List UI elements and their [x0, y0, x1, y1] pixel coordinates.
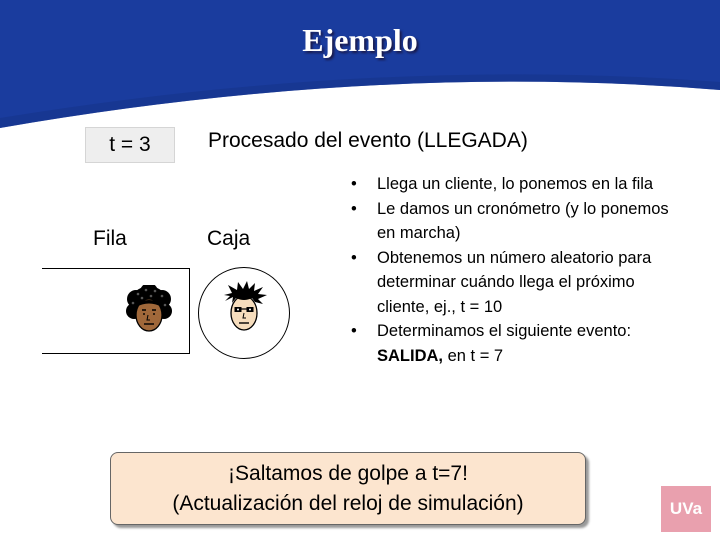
header-background — [0, 0, 720, 130]
bullet-list — [349, 172, 689, 368]
bullet-item: • Obtenemos un número aleatorio para determinar cuándo llega el próximo cliente, ej., t = 10 — [349, 246, 689, 320]
bullet-bold-text: SALIDA, — [377, 346, 443, 365]
bullet-item: • Le damos un cronómetro (y lo ponemos en marcha) — [349, 197, 689, 246]
queue-label: Fila — [93, 227, 127, 250]
event-label: Procesado del evento (LLEGADA) — [208, 129, 528, 152]
bullet-item: • Llega un cliente, lo ponemos en la fila — [349, 172, 689, 197]
uva-logo: UVa — [661, 486, 711, 532]
header-banner — [0, 0, 720, 130]
note-line-1: ¡Saltamos de golpe a t=7! — [228, 462, 468, 485]
note-box — [110, 452, 586, 525]
note-line-2: (Actualización del reloj de simulación) — [172, 492, 524, 515]
server-label: Caja — [207, 227, 251, 250]
clerk-face-icon — [219, 281, 269, 335]
bullet-item: • Determinamos el siguiente evento: SALIDA, en t = 7 — [349, 319, 689, 368]
page-title: Ejemplo — [302, 22, 418, 58]
customer-face-icon — [124, 285, 174, 335]
time-label: t = 3 — [85, 127, 175, 163]
